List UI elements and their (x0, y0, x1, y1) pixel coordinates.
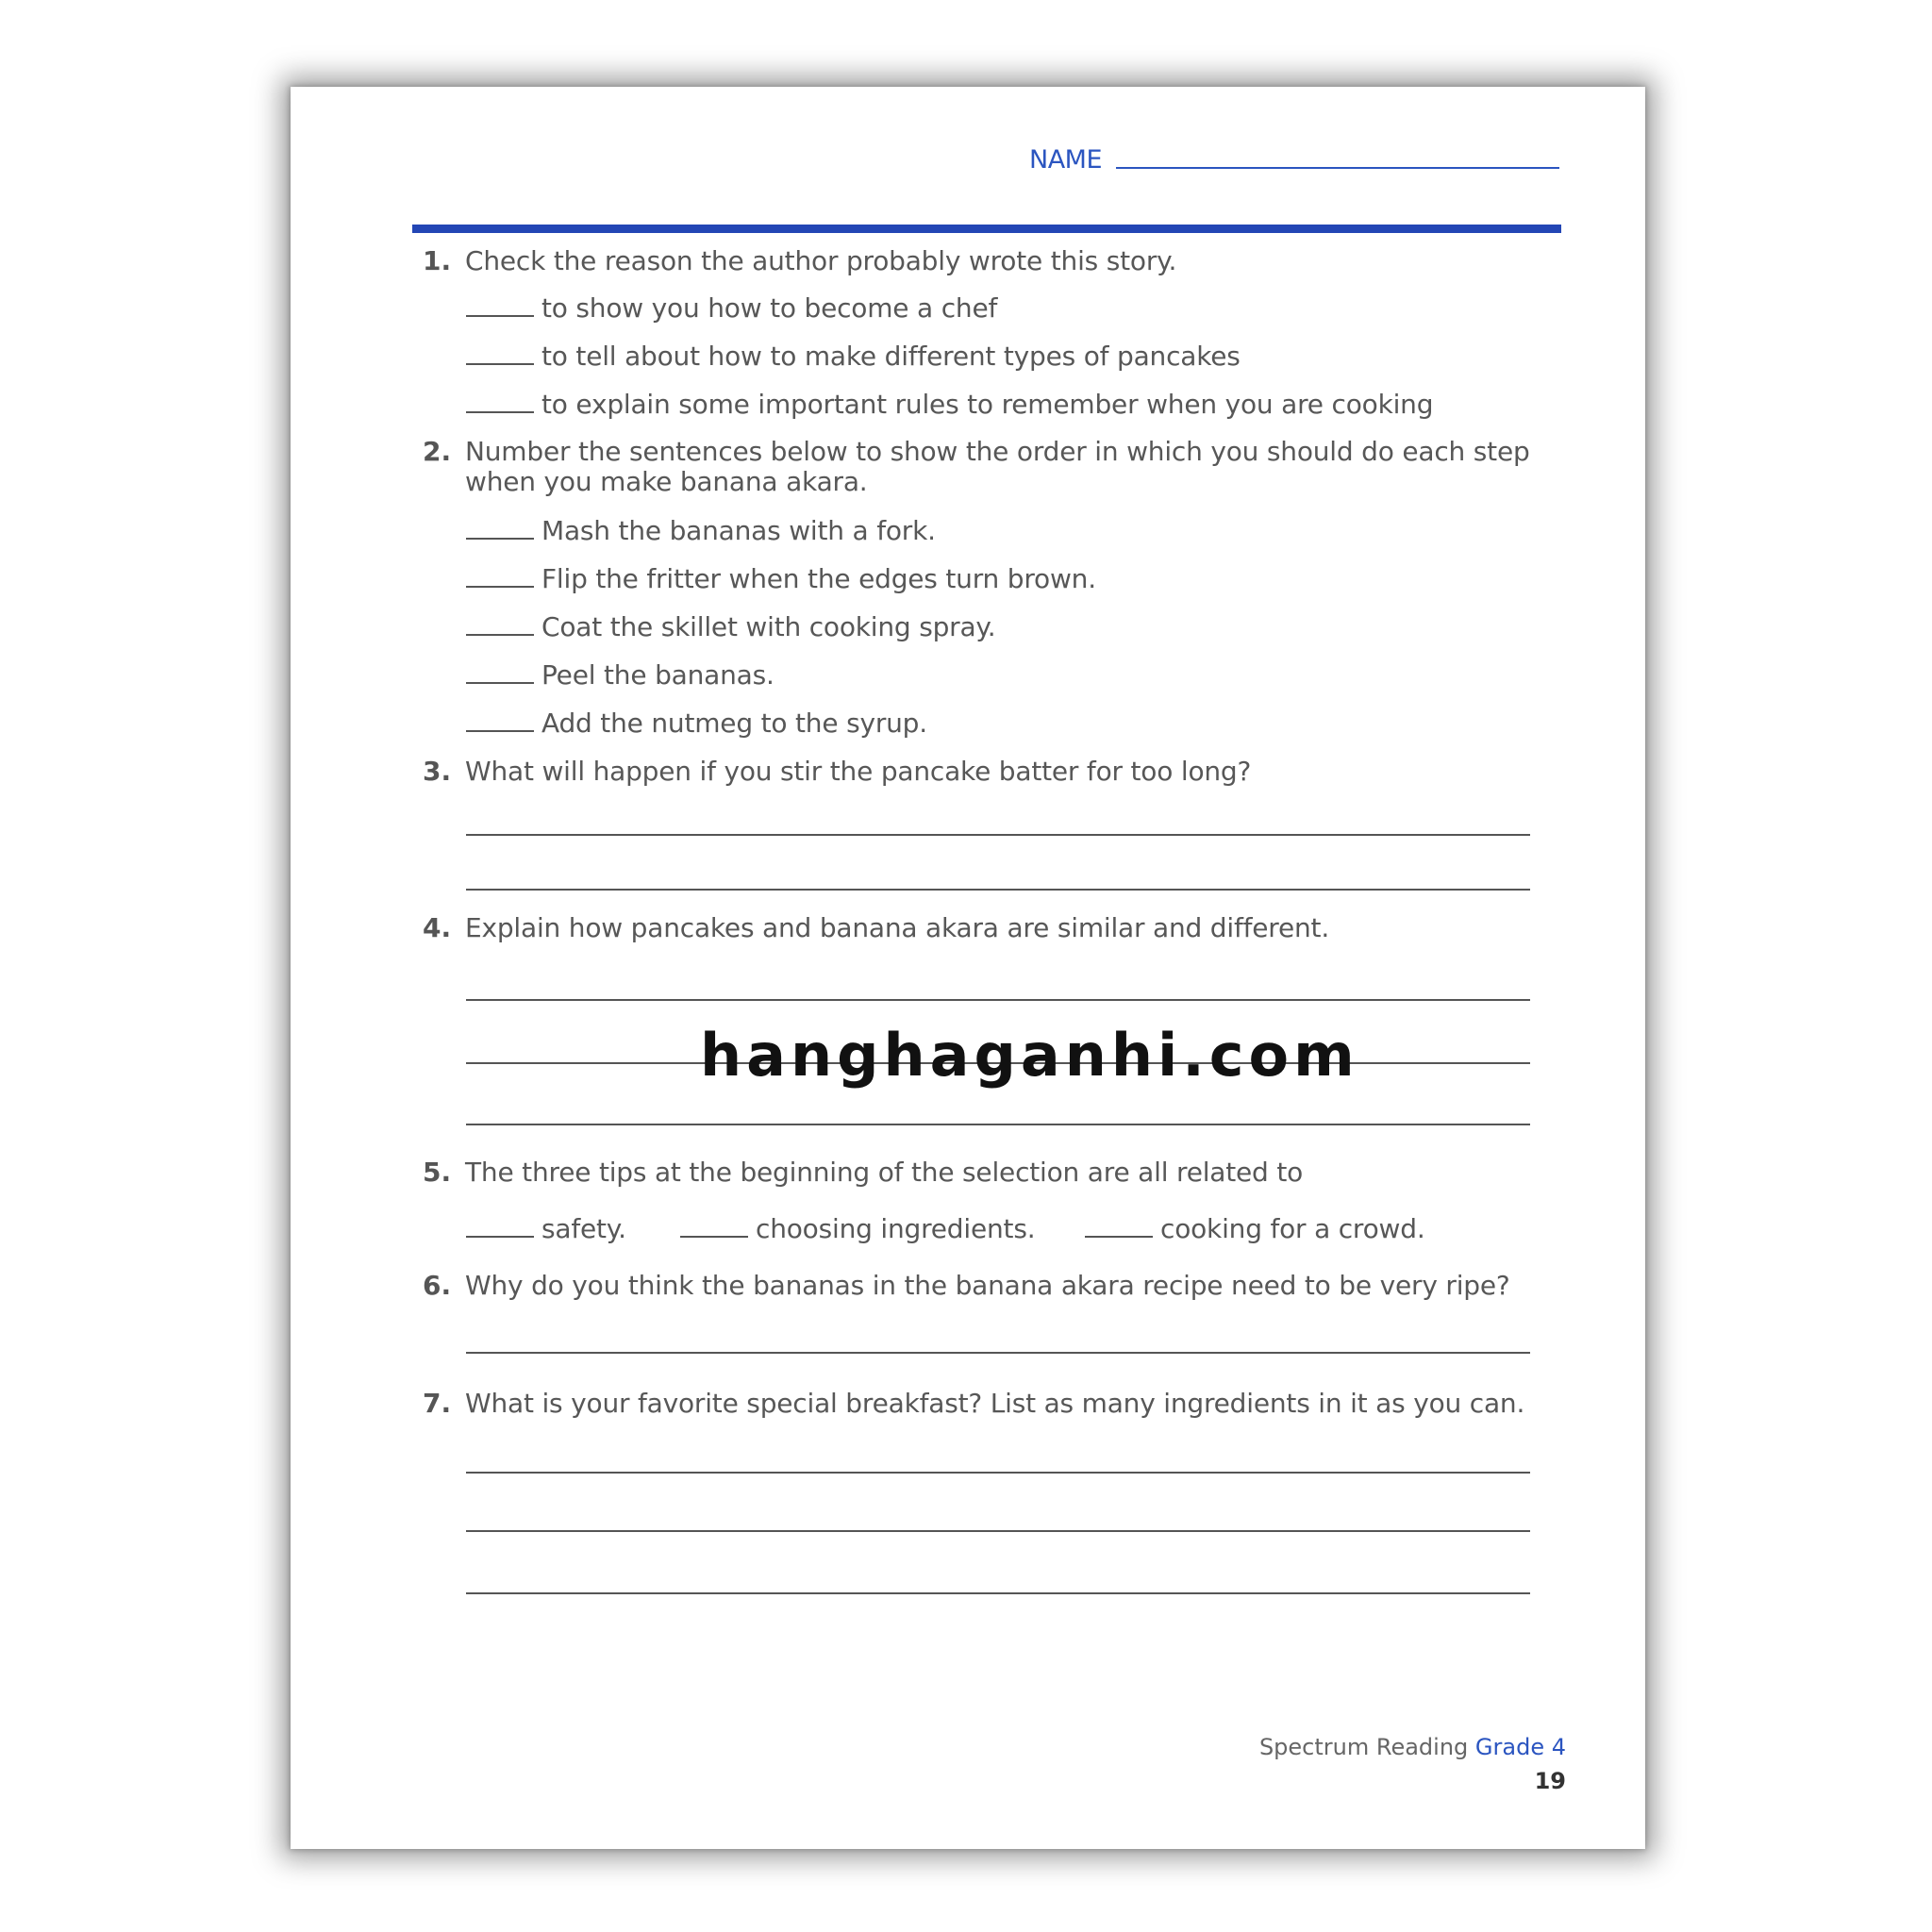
q5-text: The three tips at the beginning of the selection are all related to (465, 1157, 1304, 1188)
page-number: 19 (1534, 1768, 1566, 1794)
q4-number: 4. (423, 912, 452, 943)
name-label: NAME (1029, 145, 1103, 175)
footer-grade: Grade 4 (1474, 1734, 1566, 1760)
q2-number: 2. (423, 436, 452, 467)
answer-blank[interactable] (466, 709, 534, 732)
q2-option (466, 611, 996, 642)
q2-option-text: Flip the fritter when the edges turn brown. (541, 563, 1096, 594)
answer-blank[interactable] (466, 1215, 534, 1238)
header-rule (412, 225, 1561, 233)
q4-text: Explain how pancakes and banana akara are similar and different. (465, 912, 1330, 943)
answer-line[interactable] (466, 1472, 1530, 1474)
q5-option-text: cooking for a crowd. (1160, 1213, 1425, 1244)
answer-blank[interactable] (466, 391, 534, 413)
q2-option (466, 659, 774, 691)
q5-option (680, 1213, 1035, 1244)
name-input-line[interactable] (1116, 167, 1559, 169)
answer-line[interactable] (466, 834, 1530, 836)
answer-blank[interactable] (680, 1215, 748, 1238)
answer-line[interactable] (466, 1530, 1530, 1532)
q1-option (466, 292, 997, 324)
answer-blank[interactable] (466, 613, 534, 636)
q1-option-text: to explain some important rules to remember when you are cooking (541, 389, 1434, 420)
answer-line[interactable] (466, 1352, 1530, 1354)
q5-option (466, 1213, 626, 1244)
q2-option (466, 563, 1096, 594)
q1-option-text: to tell about how to make different types of pancakes (541, 341, 1241, 372)
answer-blank[interactable] (466, 517, 534, 540)
q2-option-text: Coat the skillet with cooking spray. (541, 611, 996, 642)
answer-blank[interactable] (466, 342, 534, 365)
q1-number: 1. (423, 245, 452, 276)
q5-number: 5. (423, 1157, 452, 1188)
q2-option-text: Peel the bananas. (541, 659, 774, 691)
answer-line[interactable] (466, 889, 1530, 891)
watermark-text: hanghaganhi.com (700, 1021, 1359, 1090)
q1-option (466, 341, 1241, 372)
q5-option-text: safety. (541, 1213, 626, 1244)
q2-text-line2: when you make banana akara. (465, 466, 868, 497)
q6-number: 6. (423, 1270, 452, 1301)
q1-option (466, 389, 1433, 420)
answer-blank[interactable] (466, 661, 534, 684)
q2-text-line1: Number the sentences below to show the order in which you should do each step (465, 436, 1530, 467)
q2-option-text: Add the nutmeg to the syrup. (541, 708, 927, 739)
q5-option-text: choosing ingredients. (756, 1213, 1036, 1244)
q2-option (466, 515, 936, 546)
q6-text: Why do you think the bananas in the banana akara recipe need to be very ripe? (465, 1270, 1510, 1301)
q5-option (1085, 1213, 1425, 1244)
q1-option-text: to show you how to become a chef (541, 292, 998, 324)
answer-blank[interactable] (1085, 1215, 1153, 1238)
answer-line[interactable] (466, 999, 1530, 1001)
q3-text: What will happen if you stir the pancake batter for too long? (465, 756, 1252, 787)
q7-text: What is your favorite special breakfast? List as many ingredients in it as you can. (465, 1388, 1525, 1419)
q2-option-text: Mash the bananas with a fork. (541, 515, 936, 546)
answer-line[interactable] (466, 1592, 1530, 1594)
q1-text: Check the reason the author probably wrote this story. (465, 245, 1177, 276)
q2-option (466, 708, 927, 739)
footer-brand: Spectrum Reading (1258, 1734, 1469, 1760)
q7-number: 7. (423, 1388, 452, 1419)
answer-blank[interactable] (466, 294, 534, 317)
q3-number: 3. (423, 756, 452, 787)
answer-blank[interactable] (466, 565, 534, 588)
answer-line[interactable] (466, 1124, 1530, 1125)
footer-brand-line (1259, 1734, 1566, 1760)
